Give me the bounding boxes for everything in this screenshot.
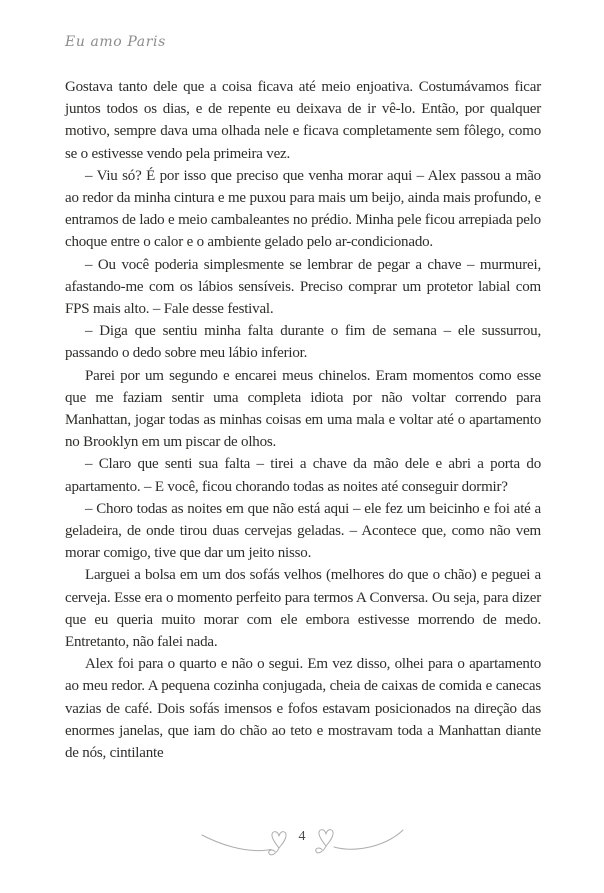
paragraph: Parei por um segundo e encarei meus chinelos. Eram momentos como esse que me faziam sentir uma completa idiota por não voltar correndo para Manhattan, jogar todas as minhas coisas em uma mala e voltar até o apartamento no Brooklyn em um piscar de olhos. [65,367,541,451]
paragraph: – Viu só? É por isso que preciso que venha morar aqui – Alex passou a mão ao redor da minha cintura e me puxou para mais um beijo, ainda mais profundo, e entramos de lado e meio cambaleantes no prédio. Minha pele ficou arrepiada pelo choque entre o calor e o ambiente gelado pelo ar-condicionado. [65,167,541,251]
heart-flourish-left-icon [201,822,293,862]
body-text [65,76,541,764]
paragraph: – Claro que senti sua falta – tirei a chave da mão dele e abri a porta do apartamento. – E você, ficou chorando todas as noites até conseguir dormir? [65,456,541,495]
running-header: Eu amo Paris [65,34,166,50]
paragraph: Larguei a bolsa em um dos sofás velhos (melhores do que o chão) e peguei a cerveja. Esse era o momento perfeito para termos A Conversa. Ou seja, para dizer que eu queria muito morar com ele embora estivesse morrendo de medo. Entretanto, não falei nada. [65,567,541,651]
paragraph: Alex foi para o quarto e não o segui. Em vez disso, olhei para o apartamento ao meu redor. A pequena cozinha conjugada, cheia de caixas de comida e canecas vazias de café. Dois sofás imensos e fofos estavam posicionados na direção das enormes janelas, que iam do chão ao teto e mostravam toda a Manhattan diante de nós, cintilante [65,656,541,762]
paragraph: Gostava tanto dele que a coisa ficava até meio enjoativa. Costumávamos ficar juntos todos os dias, e de repente eu deixava de ir vê-lo. Então, por qualquer motivo, sempre dava uma olhada nele e ficava completamente sem fôlego, como se o estivesse vendo pela primeira vez. [65,79,541,162]
heart-flourish-right-icon [312,822,404,862]
paragraph: – Choro todas as noites em que não está aqui – ele fez um beicinho e foi até a geladeira, de onde tirou duas cervejas geladas. – Acontece que, como não vem morar comigo, tive que dar um jeito nisso. [65,500,541,562]
paragraph: – Ou você poderia simplesmente se lembrar de pegar a chave – murmurei, afastando-me com os lábios sensíveis. Preciso comprar um protetor labial com FPS mais alto. – Fale desse festival. [65,256,541,318]
paragraph: – Diga que sentiu minha falta durante o fim de semana – ele sussurrou, passando o dedo sobre meu lábio inferior. [65,323,541,362]
page-footer [0,822,604,862]
page-number: 4 [298,829,306,844]
